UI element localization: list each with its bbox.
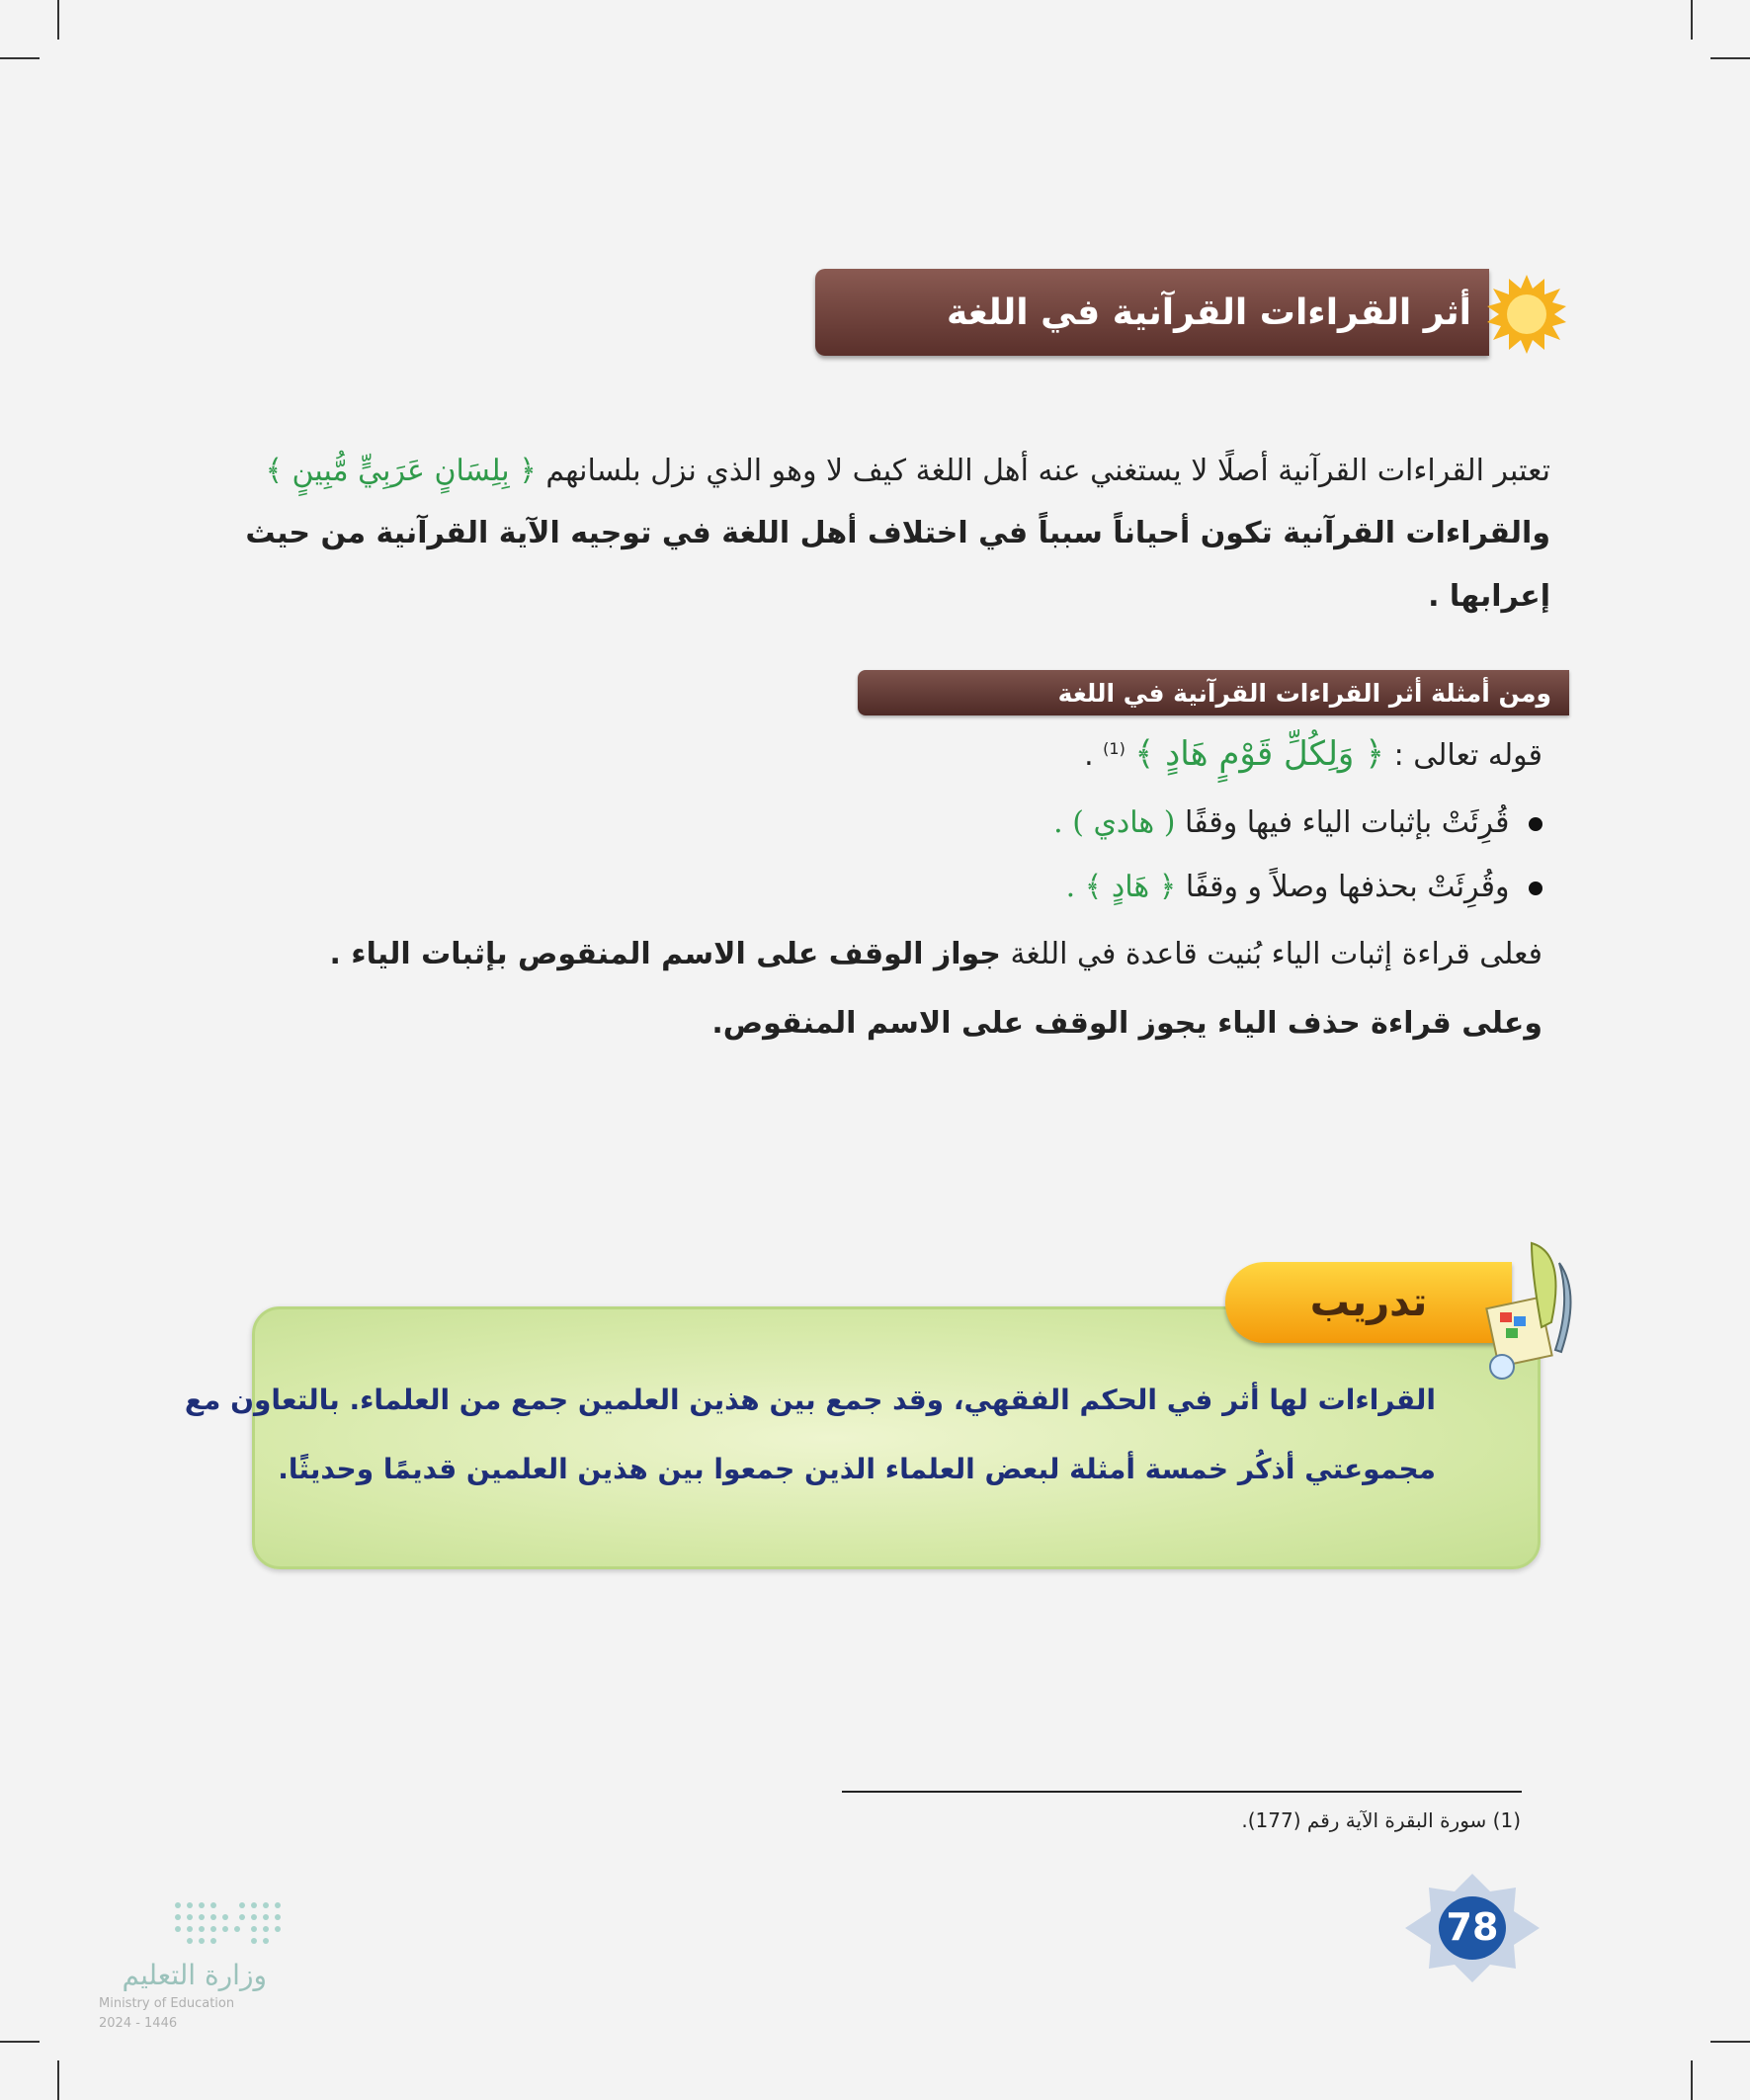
quran-verse: ﴿ بِلِسَانٍ عَرَبِيٍّ مُّبِينٍ ﴾ — [265, 454, 537, 488]
intro-text: تعتبر القراءات القرآنية أصلًا لا يستغني عنه أهل اللغة كيف لا وهو الذي نزل بلسانهم — [545, 454, 1550, 488]
crop-mark — [1710, 2041, 1750, 2043]
exercise-label: تدريب — [1309, 1280, 1428, 1325]
section-header-bar — [858, 670, 1569, 715]
crop-mark — [1691, 0, 1693, 40]
footnote-divider — [842, 1791, 1522, 1793]
crop-mark — [1691, 2060, 1693, 2100]
section-title: ومن أمثلة أثر القراءات القرآنية في اللغة — [1057, 678, 1551, 708]
ministry-name-ar: وزارة التعليم — [122, 1959, 267, 1991]
crop-mark — [0, 2041, 40, 2043]
intro-line-1 — [187, 440, 1550, 503]
intro-line-2: والقراءات القرآنية تكون أحياناً سبباً في اختلاف أهل اللغة في توجيه الآية القرآنية من حيث إعرابها . — [245, 516, 1550, 614]
bullet-icon — [1529, 882, 1542, 895]
ministry-year: 2024 - 1446 — [99, 2016, 178, 2031]
crop-mark — [0, 57, 40, 59]
bullet-1-quran: ( هادي ) . — [1053, 805, 1176, 840]
crop-mark — [57, 0, 59, 40]
crop-mark — [57, 2060, 59, 2100]
rule-1-normal: فعلى قراءة إثبات الياء بُنيت قاعدة في اللغة — [1010, 937, 1542, 971]
footnote: (1) سورة البقرة الآية رقم (177). — [1241, 1808, 1521, 1832]
crop-mark — [1710, 57, 1750, 59]
example-verse-line — [1084, 733, 1542, 774]
rule-line-2: وعلى قراءة حذف الياء يجوز الوقف على الاسم المنقوص. — [711, 1006, 1542, 1041]
page-title: أثر القراءات القرآنية في اللغة — [946, 292, 1471, 333]
exercise-line-1: القراءات لها أثر في الحكم الفقهي، وقد جمع بين هذين العلمين جمع من العلماء. بالتعاون مع — [184, 1384, 1436, 1416]
exercise-box — [184, 1306, 1541, 1569]
quill-pen-icon — [1472, 1233, 1581, 1391]
ministry-name-en: Ministry of Education — [99, 1996, 235, 2011]
bullet-1-text: قُرِئَتْ بإثبات الياء فيها وقفًا — [1185, 805, 1510, 840]
bullet-item-2 — [1066, 870, 1542, 904]
bullet-2-quran: ﴿ هَادٍ ﴾ . — [1065, 870, 1177, 904]
footnote-mark: (1) — [1103, 739, 1125, 758]
bullet-2-text: وقُرِئَتْ بحذفها وصلاً و وقفًا — [1185, 870, 1510, 904]
example-verse: ﴿ وَلِكُلِّ قَوْمٍ هَادٍ ﴾ — [1134, 734, 1385, 774]
example-intro: قوله تعالى : — [1393, 738, 1542, 773]
example-end: . — [1084, 738, 1094, 773]
page-number: 78 — [1446, 1905, 1499, 1949]
exercise-line-2: مجموعتي أذكُر خمسة أمثلة لبعض العلماء الذين جمعوا بين هذين العلمين قديمًا وحديثًا. — [278, 1453, 1436, 1485]
exercise-tab — [1225, 1262, 1512, 1343]
bullet-item-1 — [1053, 805, 1542, 840]
rule-line-1 — [329, 937, 1542, 971]
sun-icon — [1487, 275, 1566, 354]
rule-1-bold: جواز الوقف على الاسم المنقوص بإثبات الياء . — [329, 937, 1001, 971]
bullet-icon — [1529, 817, 1542, 831]
main-header-bar — [815, 269, 1489, 356]
